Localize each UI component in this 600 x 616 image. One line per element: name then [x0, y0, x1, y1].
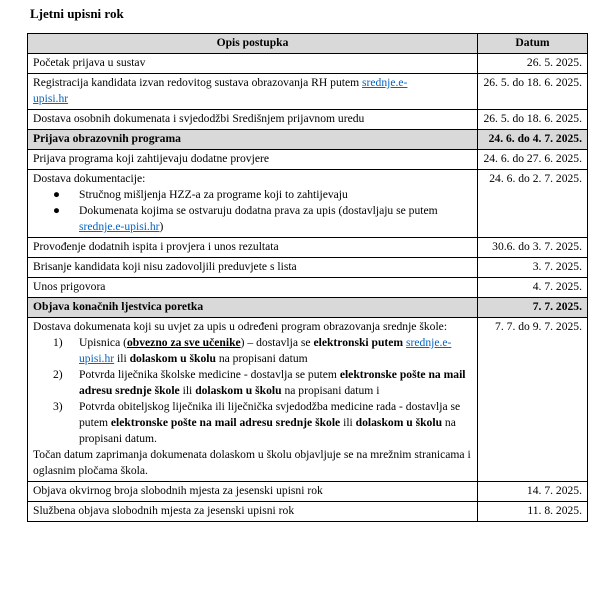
- section-title: Objava konačnih ljestvica poretka: [28, 298, 478, 318]
- list-item-text: Dokumenata kojima se ostvaruju dodatna prava za upis (dostavljaju se putem: [79, 204, 438, 217]
- row-description: Početak prijava u sustav: [28, 54, 478, 74]
- list-number: 3): [53, 400, 63, 413]
- table-header-row: [28, 34, 588, 54]
- list-item: [33, 399, 472, 447]
- document-list: [33, 187, 472, 235]
- row-text: Registracija kandidata izvan redovitog sustava obrazovanja RH putem: [33, 76, 363, 89]
- row-description: Službena objava slobodnih mjesta za jesenski upisni rok: [28, 502, 478, 522]
- row-description: Objava okvirnog broja slobodnih mjesta za jesenski upisni rok: [28, 482, 478, 502]
- row-text: Dostava dokumenata koji su uvjet za upis u određeni program obrazovanja srednje škole:: [33, 320, 448, 333]
- row-text: Točan datum zaprimanja dokumenata dolaskom u školu objavljuje se na mrežnim stranicama i oglasnim pločama škola.: [33, 448, 471, 477]
- row-date: 24. 6. do 27. 6. 2025.: [478, 150, 588, 170]
- schedule-table: [27, 33, 588, 522]
- emphasis-text: dolaskom u školu: [195, 384, 282, 397]
- bullet-icon: ●: [53, 204, 61, 217]
- table-row: [28, 110, 588, 130]
- e-upisi-link[interactable]: srednje.e-upisi.hr: [79, 336, 452, 365]
- header-description: Opis postupka: [28, 34, 478, 54]
- e-upisi-link[interactable]: srednje.e-upisi.hr: [79, 220, 160, 233]
- list-item-text: ili: [114, 352, 130, 365]
- table-row: [28, 150, 588, 170]
- row-text: Dostava dokumentacije:: [33, 172, 146, 185]
- row-description: Dostava osobnih dokumenata i svjedodžbi Središnjem prijavnom uredu: [28, 110, 478, 130]
- header-date: Datum: [478, 34, 588, 54]
- emphasis-text: elektronski putem: [313, 336, 404, 349]
- row-description: Provođenje dodatnih ispita i provjera i unos rezultata: [28, 238, 478, 258]
- list-item-text: ): [159, 220, 164, 233]
- row-date: 26. 5. do 18. 6. 2025.: [478, 110, 588, 130]
- emphasis-text: elektronske pošte na mail adresu srednje škole: [79, 368, 466, 397]
- bullet-icon: ●: [53, 188, 61, 201]
- list-item-text: Stručnog mišljenja HZZ-a za programe koji to zahtijevaju: [79, 188, 348, 201]
- list-item: [33, 367, 472, 399]
- row-description: [28, 74, 478, 110]
- emphasis-text: dolaskom u školu: [129, 352, 216, 365]
- row-date: 26. 5. do 18. 6. 2025.: [478, 74, 588, 110]
- row-date: 14. 7. 2025.: [478, 482, 588, 502]
- table-row: [28, 54, 588, 74]
- emphasis-text: obvezno za sve učenike: [126, 336, 241, 349]
- row-description: Unos prigovora: [28, 278, 478, 298]
- table-row: [28, 258, 588, 278]
- table-row: [28, 238, 588, 258]
- list-item-text: ili: [179, 384, 196, 397]
- section-title: Prijava obrazovnih programa: [28, 130, 478, 150]
- row-date: 26. 5. 2025.: [478, 54, 588, 74]
- table-row: [28, 318, 588, 482]
- list-item: [33, 203, 472, 235]
- row-date: 3. 7. 2025.: [478, 258, 588, 278]
- list-number: 1): [53, 336, 63, 349]
- table-row: [28, 74, 588, 110]
- requirements-list: [33, 335, 472, 447]
- table-row: [28, 278, 588, 298]
- table-row: [28, 482, 588, 502]
- list-item: [33, 187, 472, 203]
- row-date: 11. 8. 2025.: [478, 502, 588, 522]
- list-item: [33, 335, 472, 367]
- section-date: 7. 7. 2025.: [478, 298, 588, 318]
- list-item-text: na propisani datum: [215, 352, 308, 365]
- section-row: [28, 298, 588, 318]
- list-item-text: Upisnica (: [79, 336, 127, 349]
- row-date: 30.6. do 3. 7. 2025.: [478, 238, 588, 258]
- list-item-text: na propisani datum i: [281, 384, 380, 397]
- row-date: 24. 6. do 2. 7. 2025.: [478, 170, 588, 238]
- list-number: 2): [53, 368, 63, 381]
- row-description: [28, 318, 478, 482]
- row-date: 7. 7. do 9. 7. 2025.: [478, 318, 588, 482]
- list-item-text: ili: [340, 416, 356, 429]
- section-row: [28, 130, 588, 150]
- list-item-text: na propisani datum.: [79, 416, 456, 445]
- list-item-text: Potvrda obiteljskog liječnika ili liječnička svjedodžba medicine rada - dostavlja se putem: [79, 400, 461, 429]
- row-description: [28, 170, 478, 238]
- row-date: 4. 7. 2025.: [478, 278, 588, 298]
- table-row: [28, 502, 588, 522]
- e-upisi-link-continued[interactable]: upisi.hr: [33, 92, 69, 105]
- row-description: Brisanje kandidata koji nisu zadovoljili preduvjete s lista: [28, 258, 478, 278]
- emphasis-text: dolaskom u školu: [355, 416, 443, 429]
- table-row: [28, 170, 588, 238]
- row-description: Prijava programa koji zahtijevaju dodatne provjere: [28, 150, 478, 170]
- emphasis-text: elektronske pošte na mail adresu srednje škole: [110, 416, 341, 429]
- e-upisi-link[interactable]: srednje.e-: [362, 76, 408, 89]
- section-date: 24. 6. do 4. 7. 2025.: [478, 130, 588, 150]
- list-item-text: Potvrda liječnika školske medicine - dostavlja se putem: [79, 368, 340, 381]
- page-title: Ljetni upisni rok: [30, 6, 124, 21]
- list-item-text: ) – dostavlja se: [240, 336, 314, 349]
